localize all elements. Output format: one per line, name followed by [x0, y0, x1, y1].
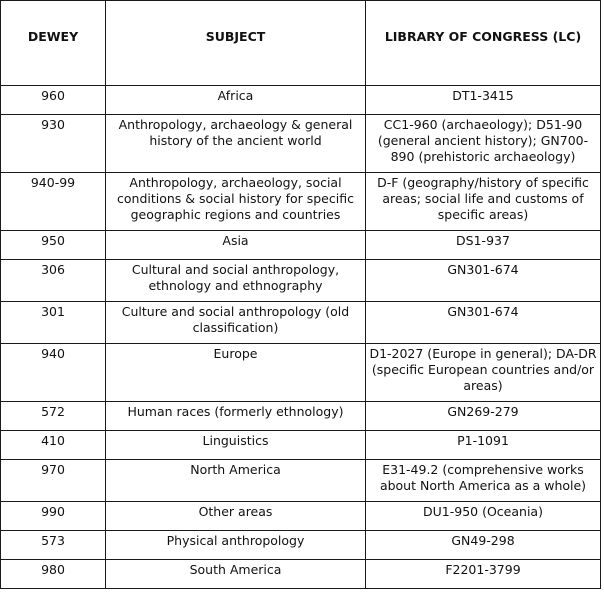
table-row — [1, 431, 601, 460]
lc-cell: GN49-298 — [366, 531, 601, 560]
table-row — [1, 460, 601, 502]
subject-cell: Africa — [106, 86, 366, 115]
subject-cell: Europe — [106, 344, 366, 402]
dewey-cell: 940 — [1, 344, 106, 402]
header-subject: SUBJECT — [106, 1, 366, 86]
lc-cell: DS1-937 — [366, 231, 601, 260]
table-row — [1, 402, 601, 431]
lc-cell: CC1-960 (archaeology); D51-90 (general ancient history); GN700-890 (prehistoric archaeology) — [366, 115, 601, 173]
dewey-cell: 940-99 — [1, 173, 106, 231]
table-row — [1, 86, 601, 115]
dewey-cell: 572 — [1, 402, 106, 431]
subject-cell: South America — [106, 560, 366, 589]
header-row — [1, 1, 601, 86]
lc-cell: D-F (geography/history of specific areas; social life and customs of specific areas) — [366, 173, 601, 231]
subject-cell: Asia — [106, 231, 366, 260]
subject-cell: Physical anthropology — [106, 531, 366, 560]
subject-cell: Anthropology, archaeology & general history of the ancient world — [106, 115, 366, 173]
lc-cell: GN301-674 — [366, 260, 601, 302]
lc-cell: F2201-3799 — [366, 560, 601, 589]
subject-cell: Anthropology, archaeology, social conditions & social history for specific geographic regions and countries — [106, 173, 366, 231]
dewey-cell: 306 — [1, 260, 106, 302]
table-row — [1, 502, 601, 531]
subject-cell: North America — [106, 460, 366, 502]
subject-cell: Human races (formerly ethnology) — [106, 402, 366, 431]
lc-cell: P1-1091 — [366, 431, 601, 460]
table-row — [1, 531, 601, 560]
dewey-cell: 930 — [1, 115, 106, 173]
header-dewey: DEWEY — [1, 1, 106, 86]
subject-cell: Cultural and social anthropology, ethnology and ethnography — [106, 260, 366, 302]
dewey-cell: 573 — [1, 531, 106, 560]
subject-cell: Other areas — [106, 502, 366, 531]
dewey-cell: 970 — [1, 460, 106, 502]
dewey-cell: 301 — [1, 302, 106, 344]
dewey-cell: 980 — [1, 560, 106, 589]
subject-cell: Linguistics — [106, 431, 366, 460]
lc-cell: GN269-279 — [366, 402, 601, 431]
table-row — [1, 173, 601, 231]
lc-cell: DT1-3415 — [366, 86, 601, 115]
table-row — [1, 260, 601, 302]
dewey-cell: 960 — [1, 86, 106, 115]
table-row — [1, 115, 601, 173]
lc-cell: D1-2027 (Europe in general); DA-DR (specific European countries and/or areas) — [366, 344, 601, 402]
table-row — [1, 231, 601, 260]
table-row — [1, 302, 601, 344]
dewey-cell: 950 — [1, 231, 106, 260]
dewey-cell: 410 — [1, 431, 106, 460]
table-row — [1, 560, 601, 589]
lc-cell: DU1-950 (Oceania) — [366, 502, 601, 531]
lc-cell: GN301-674 — [366, 302, 601, 344]
subject-cell: Culture and social anthropology (old classification) — [106, 302, 366, 344]
header-lc: LIBRARY OF CONGRESS (LC) — [366, 1, 601, 86]
lc-cell: E31-49.2 (comprehensive works about North America as a whole) — [366, 460, 601, 502]
table-row — [1, 344, 601, 402]
dewey-cell: 990 — [1, 502, 106, 531]
